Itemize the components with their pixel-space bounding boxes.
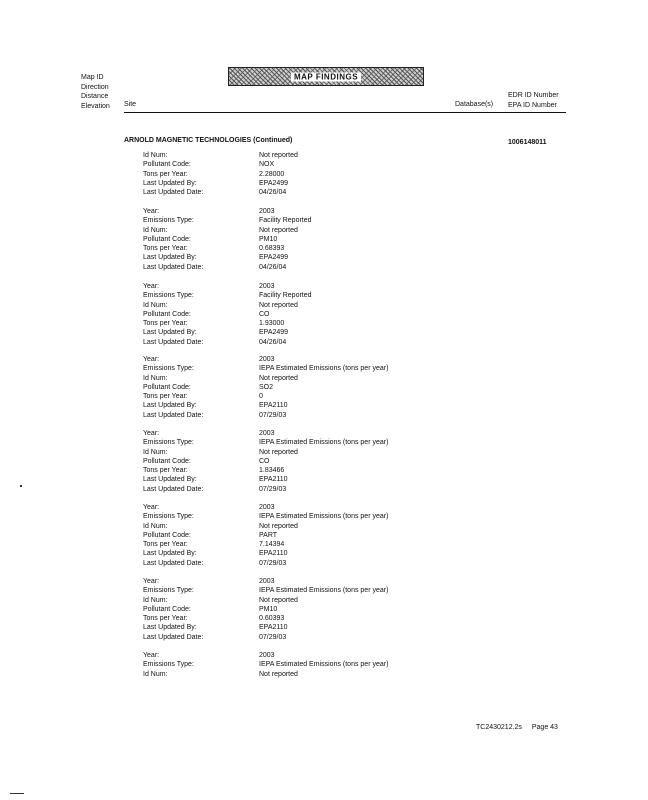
- field-label: Pollutant Code:: [143, 457, 191, 465]
- record-field: [143, 633, 443, 642]
- field-value: IEPA Estimated Emissions (tons per year): [259, 439, 389, 447]
- header-labels-left: [81, 73, 110, 111]
- field-label: Last Updated Date:: [143, 559, 204, 567]
- record-field: [143, 448, 443, 457]
- field-label: Last Updated By:: [143, 476, 197, 484]
- elevation-label: Elevation: [81, 102, 110, 110]
- field-value: 07/29/03: [259, 485, 287, 493]
- record-field: [143, 253, 443, 262]
- field-value: PM10: [259, 605, 278, 613]
- record-field: [143, 244, 443, 253]
- field-value: 2003: [259, 652, 275, 659]
- record-field: [143, 170, 443, 179]
- field-value: 2003: [259, 283, 275, 290]
- field-label: Pollutant Code:: [143, 383, 191, 391]
- field-label: Last Updated By:: [143, 329, 197, 337]
- field-value: 04/26/04: [259, 263, 287, 271]
- field-value: SO2: [259, 383, 274, 391]
- record-field: [143, 531, 443, 540]
- record-field: [143, 188, 443, 197]
- field-label: Last Updated By:: [143, 624, 197, 632]
- emission-record: [143, 503, 443, 568]
- edr-id-label: EDR ID Number: [508, 92, 559, 99]
- record-field: [143, 466, 443, 475]
- field-label: Emissions Type:: [143, 292, 194, 300]
- record-field: [143, 235, 443, 244]
- field-value: EPA2110: [259, 550, 288, 558]
- emission-record: [143, 577, 443, 642]
- record-field: [143, 160, 443, 169]
- record-field: [143, 282, 443, 291]
- record-field: [143, 411, 443, 420]
- map-findings-banner: [228, 67, 424, 86]
- field-label: Id Num:: [143, 670, 168, 678]
- field-label: Year:: [143, 652, 160, 659]
- field-value: CO: [259, 310, 270, 318]
- field-value: EPA2499: [259, 329, 289, 337]
- field-label: Emissions Type:: [143, 513, 194, 521]
- field-value: 04/26/04: [259, 338, 287, 346]
- field-label: Id Num:: [143, 374, 168, 382]
- field-value: 07/29/03: [259, 411, 287, 419]
- field-value: NOX: [259, 161, 275, 169]
- site-label: Site: [124, 101, 137, 108]
- field-label: Emissions Type:: [143, 661, 194, 669]
- field-value: 04/26/04: [259, 189, 287, 196]
- field-label: Tons per Year:: [143, 320, 188, 327]
- record-field: [143, 291, 443, 300]
- field-value: 2003: [259, 356, 275, 363]
- field-value: Facility Reported: [259, 217, 312, 225]
- emission-record: [143, 282, 443, 347]
- field-label: Tons per Year:: [143, 245, 188, 252]
- field-value: 0.60393: [259, 615, 285, 622]
- record-field: [143, 485, 443, 494]
- field-value: 7.14394: [259, 541, 285, 548]
- field-value: IEPA Estimated Emissions (tons per year): [259, 661, 389, 669]
- field-label: Pollutant Code:: [143, 605, 191, 613]
- field-value: 07/29/03: [259, 559, 287, 567]
- field-value: 1.83466: [259, 467, 285, 474]
- record-field: [143, 586, 443, 595]
- record-field: [143, 651, 443, 660]
- field-value: 2.28000: [259, 170, 285, 178]
- field-label: Year:: [143, 356, 160, 363]
- field-value: EPA2110: [259, 476, 288, 484]
- record-field: [143, 596, 443, 605]
- field-label: Emissions Type:: [143, 365, 194, 373]
- record-field: [143, 522, 443, 531]
- field-value: IEPA Estimated Emissions (tons per year): [259, 587, 389, 595]
- record-field: [143, 151, 443, 160]
- field-label: Year:: [143, 430, 160, 437]
- record-field: [143, 207, 443, 216]
- field-label: Last Updated By:: [143, 550, 197, 558]
- field-label: Pollutant Code:: [143, 161, 191, 169]
- field-label: Tons per Year:: [143, 467, 188, 474]
- field-label: Pollutant Code:: [143, 235, 191, 243]
- banner-title: MAP FINDINGS: [291, 72, 361, 81]
- field-value: 2003: [259, 430, 275, 437]
- record-field: [143, 319, 443, 328]
- field-label: Last Updated Date:: [143, 411, 204, 419]
- record-field: [143, 475, 443, 484]
- page-number: Page 43: [531, 724, 558, 731]
- record-field: [143, 540, 443, 549]
- record-field: [143, 614, 443, 623]
- field-value: 0.68393: [259, 245, 285, 252]
- record-field: [143, 338, 443, 347]
- emission-record: [143, 651, 443, 679]
- header-labels-right: [508, 91, 559, 111]
- record-field: [143, 216, 443, 225]
- record-field: [143, 670, 443, 679]
- emission-record: [143, 151, 443, 197]
- field-value: Not reported: [259, 374, 298, 382]
- field-label: Year:: [143, 578, 160, 585]
- record-field: [143, 401, 443, 410]
- record-field: [143, 577, 443, 586]
- record-field: [143, 660, 443, 669]
- record-field: [143, 226, 443, 235]
- record-field: [143, 559, 443, 568]
- record-field: [143, 364, 443, 373]
- field-label: Pollutant Code:: [143, 310, 191, 318]
- record-field: [143, 457, 443, 466]
- record-field: [143, 623, 443, 632]
- field-value: 2003: [259, 208, 275, 215]
- field-value: CO: [259, 457, 270, 465]
- field-label: Id Num:: [143, 226, 168, 234]
- field-label: Tons per Year:: [143, 615, 188, 622]
- field-label: Last Updated By:: [143, 179, 197, 187]
- field-value: Not reported: [259, 596, 298, 604]
- record-field: [143, 429, 443, 438]
- field-label: Last Updated Date:: [143, 263, 204, 271]
- field-value: EPA2499: [259, 254, 289, 262]
- scan-mark: [10, 793, 24, 794]
- field-label: Emissions Type:: [143, 217, 194, 225]
- emission-record: [143, 207, 443, 272]
- field-label: Last Updated Date:: [143, 338, 204, 346]
- field-label: Last Updated Date:: [143, 633, 204, 641]
- field-value: EPA2110: [259, 402, 288, 410]
- field-label: Emissions Type:: [143, 587, 194, 595]
- field-label: Tons per Year:: [143, 393, 188, 400]
- field-label: Tons per Year:: [143, 170, 188, 178]
- record-field: [143, 512, 443, 521]
- header-divider: [124, 112, 566, 113]
- distance-label: Distance: [81, 93, 109, 100]
- direction-label: Direction: [81, 83, 109, 91]
- field-value: Facility Reported: [259, 292, 312, 300]
- record-field: [143, 605, 443, 614]
- record-field: [143, 549, 443, 558]
- field-label: Pollutant Code:: [143, 531, 191, 539]
- field-value: Not reported: [259, 522, 298, 530]
- field-value: 2003: [259, 578, 275, 585]
- record-field: [143, 383, 443, 392]
- field-label: Id Num:: [143, 301, 168, 309]
- scan-speck: [20, 485, 22, 487]
- record-field: [143, 263, 443, 272]
- field-label: Year:: [143, 283, 160, 290]
- document-id: TC2430212.2s: [476, 724, 522, 731]
- field-value: EPA2110: [259, 624, 288, 632]
- edr-id-number: 1006148011: [508, 139, 547, 146]
- field-value: Not reported: [259, 226, 298, 234]
- record-field: [143, 374, 443, 383]
- field-label: Last Updated Date:: [143, 189, 204, 196]
- field-value: PART: [259, 531, 278, 539]
- field-value: PM10: [259, 235, 278, 243]
- field-label: Id Num:: [143, 596, 168, 604]
- field-value: 0: [259, 393, 263, 400]
- field-label: Id Num:: [143, 152, 168, 159]
- field-value: Not reported: [259, 152, 298, 159]
- field-value: IEPA Estimated Emissions (tons per year): [259, 513, 389, 521]
- field-value: EPA2499: [259, 179, 289, 187]
- field-label: Id Num:: [143, 448, 168, 456]
- field-label: Year:: [143, 208, 160, 215]
- field-label: Year:: [143, 504, 160, 511]
- record-field: [143, 392, 443, 401]
- field-label: Id Num:: [143, 522, 168, 530]
- field-label: Last Updated By:: [143, 254, 197, 262]
- map-id-label: Map ID: [81, 74, 104, 81]
- page-footer: [476, 724, 566, 731]
- field-label: Last Updated By:: [143, 402, 197, 410]
- field-label: Emissions Type:: [143, 439, 194, 447]
- site-name: ARNOLD MAGNETIC TECHNOLOGIES (Continued): [124, 137, 293, 144]
- field-value: 07/29/03: [259, 633, 287, 641]
- database-label: Database(s): [455, 101, 494, 108]
- record-field: [143, 328, 443, 337]
- field-value: 2003: [259, 504, 275, 511]
- field-value: IEPA Estimated Emissions (tons per year): [259, 365, 389, 373]
- field-label: Last Updated Date:: [143, 485, 204, 493]
- record-field: [143, 355, 443, 364]
- record-field: [143, 179, 443, 188]
- epa-id-label: EPA ID Number: [508, 102, 557, 109]
- record-field: [143, 310, 443, 319]
- field-value: Not reported: [259, 301, 298, 309]
- field-value: 1.93000: [259, 320, 285, 327]
- record-field: [143, 503, 443, 512]
- field-value: Not reported: [259, 448, 298, 456]
- field-label: Tons per Year:: [143, 541, 188, 548]
- record-field: [143, 438, 443, 447]
- record-field: [143, 301, 443, 310]
- emission-record: [143, 355, 443, 420]
- emission-record: [143, 429, 443, 494]
- field-value: Not reported: [259, 670, 298, 678]
